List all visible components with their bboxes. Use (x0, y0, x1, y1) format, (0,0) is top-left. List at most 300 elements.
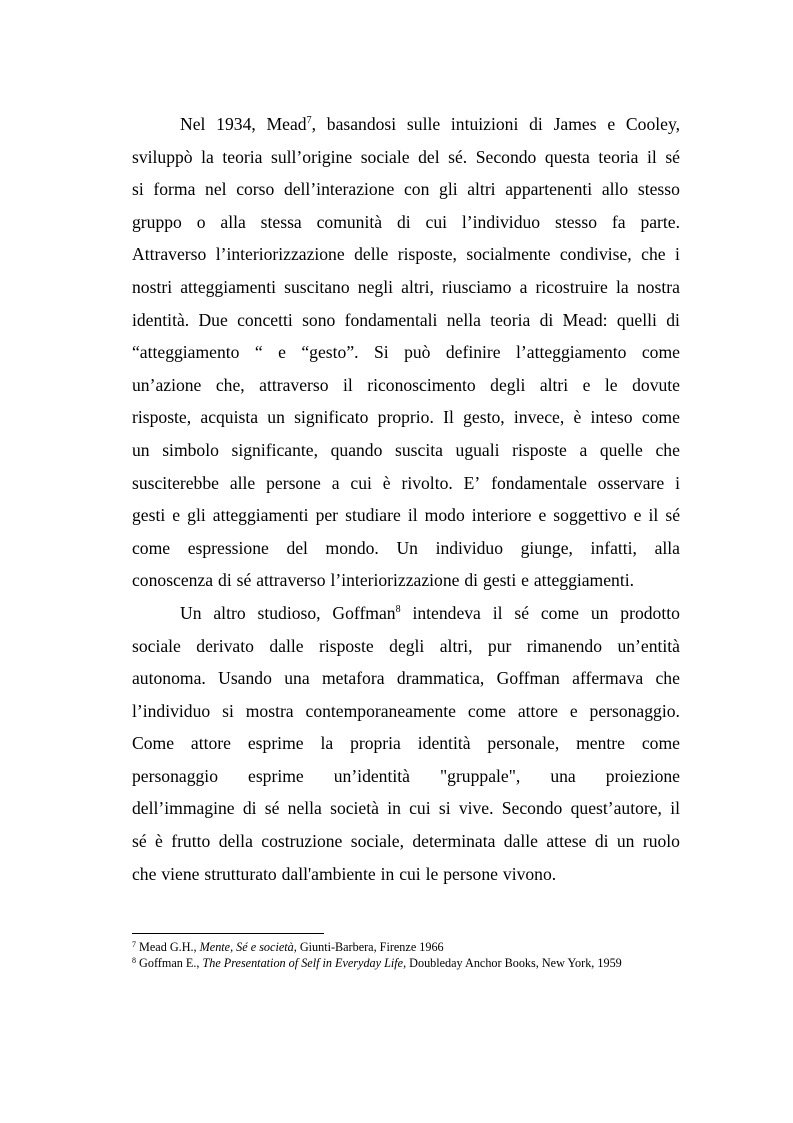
word: dall'ambiente (281, 863, 376, 884)
word: osservare (597, 472, 665, 493)
word-group (439, 792, 451, 825)
footnote-title: Mente, Sé e società (199, 940, 294, 954)
word: che (132, 863, 157, 884)
word: come (540, 602, 579, 623)
word: è (382, 472, 391, 493)
word: uguali (455, 439, 500, 460)
word-group (503, 858, 556, 891)
word: che (641, 244, 666, 265)
word-group (583, 369, 591, 402)
word-group (132, 467, 219, 500)
word-group (132, 141, 193, 174)
word-group (397, 206, 411, 239)
word-group (267, 401, 285, 434)
text-line (132, 499, 680, 532)
word-group (397, 662, 484, 695)
word-group (407, 108, 440, 141)
word: concetti (237, 309, 293, 330)
word-group (602, 173, 628, 206)
word-group (265, 792, 280, 825)
word: susciterebbe (132, 472, 219, 493)
text-line (132, 336, 680, 369)
word-group (132, 401, 191, 434)
word: dell’immagine (132, 798, 235, 819)
word: si (438, 798, 451, 819)
word-group (374, 336, 389, 369)
word-group (282, 858, 376, 891)
word: significato (294, 407, 369, 428)
word-group (468, 695, 506, 728)
word-group (617, 630, 680, 663)
word: una (550, 765, 576, 786)
word: a (579, 439, 588, 460)
word-group (213, 597, 245, 630)
text-line (132, 434, 680, 467)
word-group (647, 141, 657, 174)
word: a (519, 276, 528, 297)
word-group (198, 304, 227, 337)
word-group (447, 304, 481, 337)
word: propria (350, 733, 401, 754)
word-group (399, 858, 421, 891)
word-group (180, 271, 276, 304)
word-group (512, 434, 567, 467)
word: esprime (248, 765, 304, 786)
word: sé (514, 602, 530, 623)
word: di (666, 309, 680, 330)
word: Un (180, 602, 202, 623)
word-group (553, 499, 626, 532)
word: sé (665, 146, 680, 167)
word-group (243, 792, 257, 825)
word-group (132, 630, 181, 663)
word-group (605, 369, 618, 402)
word: nostri (132, 276, 173, 297)
word-group (540, 304, 554, 337)
word-group (493, 597, 503, 630)
word-group (367, 369, 475, 402)
word-group (180, 108, 205, 141)
word-group (418, 727, 471, 760)
word-group (284, 173, 394, 206)
word-group (643, 825, 680, 858)
word-group (666, 304, 680, 337)
word-group (670, 792, 680, 825)
word: strutturato (204, 863, 277, 884)
word-group (545, 141, 590, 174)
word: di (594, 831, 609, 852)
word-group (132, 727, 174, 760)
word: identità (417, 733, 471, 754)
word-group (389, 630, 424, 663)
footnote-number: 8 (132, 956, 136, 965)
word-group (534, 564, 634, 597)
word: altri (467, 179, 496, 200)
word-group (294, 401, 368, 434)
word: prodotto (620, 602, 680, 623)
word-group (271, 141, 352, 174)
word-group (572, 662, 643, 695)
word: rivolto. (401, 472, 453, 493)
word-group (418, 141, 440, 174)
word-group (462, 206, 540, 239)
word: attese (546, 831, 587, 852)
word: di (218, 570, 232, 591)
word-group (132, 858, 156, 891)
word: stesso (554, 211, 598, 232)
word: drammatica, (396, 668, 485, 689)
word-group (536, 271, 608, 304)
word-group (463, 401, 505, 434)
word: di (464, 570, 479, 591)
footnote-separator (132, 933, 324, 934)
word: può (404, 342, 431, 363)
text-line (132, 760, 680, 793)
word: stesso (637, 179, 680, 200)
word: intuizioni (450, 114, 519, 134)
word-group (466, 238, 550, 271)
word: le (604, 374, 618, 395)
word: dalle (503, 831, 538, 852)
word: come (641, 342, 680, 363)
word: Nel (180, 114, 206, 134)
word-group (301, 336, 358, 369)
word: con (403, 179, 430, 200)
word-group (278, 336, 286, 369)
word: altri, (439, 635, 473, 656)
word: allo (601, 179, 629, 200)
word-group (440, 630, 473, 663)
word: società (330, 798, 379, 819)
word-group (232, 434, 318, 467)
word: della (218, 831, 253, 852)
word-group (284, 662, 309, 695)
word-group (573, 401, 581, 434)
text-line (132, 401, 680, 434)
word-group (396, 532, 418, 565)
word-group (655, 532, 680, 565)
word: e (278, 342, 286, 363)
word-group (284, 271, 349, 304)
word: attraverso (259, 374, 329, 395)
word-group (302, 304, 335, 337)
word-group (132, 662, 206, 695)
word: acquista (200, 407, 259, 428)
footnote-publisher: , Giunti-Barbera, Firenze 1966 (293, 940, 444, 954)
word-group (201, 141, 214, 174)
word: l’atteggiamento (516, 342, 627, 363)
word-group (401, 271, 434, 304)
text-line (132, 858, 680, 891)
word: di (529, 114, 543, 134)
word-group (516, 336, 626, 369)
word: nella (446, 309, 481, 330)
word: Un (396, 537, 418, 558)
word: sé (132, 831, 147, 852)
word-group (219, 825, 253, 858)
word: e (633, 505, 642, 526)
word-group (514, 597, 529, 630)
word-group (563, 304, 608, 337)
text-line (132, 695, 680, 728)
word-group (197, 206, 206, 239)
word: affermava (572, 668, 644, 689)
word: modo (424, 505, 465, 526)
word-group (538, 499, 546, 532)
word-group (132, 238, 206, 271)
word: parte. (640, 211, 680, 232)
word: e (172, 505, 181, 526)
word: il (670, 798, 680, 819)
word: “atteggiamento (132, 342, 240, 363)
word-group (514, 401, 564, 434)
word-group (617, 825, 635, 858)
word-group (521, 564, 529, 597)
word: quando (330, 439, 383, 460)
word: sull’origine (271, 146, 353, 167)
word: Due (198, 309, 228, 330)
word: proiezione (605, 765, 680, 786)
word-group (529, 108, 543, 141)
word-group (520, 271, 528, 304)
word-group (571, 792, 662, 825)
word: fondamentale (491, 472, 587, 493)
word: invece, (513, 407, 565, 428)
word-group (464, 564, 478, 597)
word: sé. (448, 146, 468, 167)
text-line (132, 173, 680, 206)
word: forma (153, 179, 196, 200)
word: James (553, 114, 597, 134)
word: è (573, 407, 582, 428)
word-group (426, 206, 448, 239)
word: il (407, 505, 418, 526)
word-group (222, 141, 262, 174)
word: un’identità (333, 765, 410, 786)
word-group (191, 727, 231, 760)
word-group (248, 727, 304, 760)
word-group (387, 792, 401, 825)
word: nel (205, 179, 227, 200)
word: mondo. (325, 537, 379, 558)
word-group (606, 760, 680, 793)
word-group (632, 369, 680, 402)
word-group (132, 564, 213, 597)
word: contemporaneamente (305, 700, 456, 721)
word: è (155, 831, 163, 852)
word: atteggiamenti. (533, 570, 635, 591)
word: interiore (471, 505, 532, 526)
text-line (132, 825, 680, 858)
word: persone (266, 472, 321, 493)
word: atteggiamenti (212, 505, 309, 526)
word-group (412, 597, 480, 630)
word-group (656, 662, 680, 695)
word: infatti, (590, 537, 637, 558)
word: e (569, 700, 578, 721)
word-group (518, 695, 558, 728)
word: come (132, 537, 171, 558)
word-group (171, 825, 210, 858)
word: , (311, 114, 316, 134)
word: 1934, (216, 114, 256, 134)
word-group (132, 304, 189, 337)
word-group (675, 238, 680, 271)
word: intendeva (412, 602, 481, 623)
word-group (187, 499, 206, 532)
word: si (222, 700, 234, 721)
word-group (440, 760, 520, 793)
word-group (216, 238, 345, 271)
word: costruzione (261, 831, 343, 852)
word: metafora (321, 668, 385, 689)
word: il (492, 602, 503, 623)
word-group (153, 173, 195, 206)
word-group (459, 792, 494, 825)
word: come (641, 407, 680, 428)
word: di (539, 309, 554, 330)
word-group (345, 304, 438, 337)
word: una (284, 668, 310, 689)
word: stessa (260, 211, 302, 232)
text-line (132, 271, 680, 304)
word: sociale, (350, 831, 404, 852)
word-group (306, 695, 456, 728)
word-group (617, 304, 657, 337)
word-group (331, 564, 460, 597)
word: definire (445, 342, 501, 363)
word: quelli (616, 309, 657, 330)
word-group (612, 206, 626, 239)
word-group (456, 434, 500, 467)
word-group (267, 108, 316, 141)
word: studioso, (257, 602, 321, 623)
word: in (387, 798, 401, 819)
word-group (527, 630, 602, 663)
word-group (634, 499, 642, 532)
word: degli (389, 635, 425, 656)
word: Usando (218, 668, 272, 689)
word: e (582, 374, 591, 395)
word-group (255, 336, 263, 369)
word-group (269, 630, 303, 663)
word: atteggiamenti (180, 276, 276, 297)
word-group (570, 695, 578, 728)
word-group (378, 401, 434, 434)
word-group (476, 141, 537, 174)
word-group (490, 304, 530, 337)
word-group (162, 434, 219, 467)
word-group (132, 792, 235, 825)
word: Si (373, 342, 389, 363)
word-group (332, 597, 400, 630)
word-group (132, 825, 147, 858)
word-group (591, 597, 609, 630)
word: Goffman (332, 602, 396, 623)
word-group (490, 369, 525, 402)
text-line (132, 238, 680, 271)
word-group (216, 369, 245, 402)
word-group (132, 336, 239, 369)
word: sé (264, 798, 280, 819)
word: e (538, 505, 547, 526)
word-group (655, 434, 679, 467)
word-group (261, 825, 342, 858)
word-group (607, 108, 615, 141)
word: Secondo (475, 146, 537, 167)
word: ricostruire (535, 276, 608, 297)
text-line (132, 369, 680, 402)
word: nella (287, 798, 322, 819)
word-group (218, 662, 272, 695)
word: un (132, 439, 150, 460)
word: Attraverso (132, 244, 207, 265)
text-line (132, 727, 680, 760)
word: fa (611, 211, 626, 232)
word-group (642, 727, 680, 760)
word-group (204, 858, 276, 891)
word-group (649, 499, 659, 532)
word-group (316, 499, 338, 532)
word: nostra (636, 276, 680, 297)
paragraph (132, 108, 680, 597)
footnote-number: 7 (132, 940, 136, 949)
word: l’individuo (132, 700, 211, 721)
word-group (550, 760, 575, 793)
word: giunge, (520, 537, 573, 558)
word-group (188, 532, 269, 565)
word: per (315, 505, 339, 526)
word-group (161, 858, 199, 891)
word: suscitano (284, 276, 350, 297)
word-group (595, 825, 609, 858)
word: si (132, 179, 144, 200)
word-group (675, 467, 680, 500)
word: gli (187, 505, 206, 526)
word-group (446, 336, 501, 369)
word-group (155, 825, 163, 858)
word: gesti (482, 570, 517, 591)
word-group (487, 727, 559, 760)
word-group (546, 825, 586, 858)
word-group (331, 434, 383, 467)
word-group (288, 792, 322, 825)
word: sé (236, 570, 252, 591)
word-group (257, 597, 320, 630)
word-group (464, 467, 481, 500)
word: delle (354, 244, 389, 265)
word-group (439, 173, 458, 206)
word: le (425, 863, 439, 884)
word: pur (487, 635, 512, 656)
word: cui (399, 863, 421, 884)
word-group (218, 564, 232, 597)
word: Cooley, (625, 114, 680, 134)
word: teoria (222, 146, 263, 167)
word: questa (544, 146, 590, 167)
word: la (320, 733, 334, 754)
word-group (286, 532, 308, 565)
word: i (675, 244, 680, 265)
word: gesto, (463, 407, 505, 428)
word: un’entità (617, 635, 680, 656)
word: la (201, 146, 214, 167)
text-line (132, 662, 680, 695)
footnote-reference: 7 (306, 115, 312, 126)
word: riusciamo (442, 276, 512, 297)
word: un’azione (132, 374, 202, 395)
word-group (404, 173, 429, 206)
